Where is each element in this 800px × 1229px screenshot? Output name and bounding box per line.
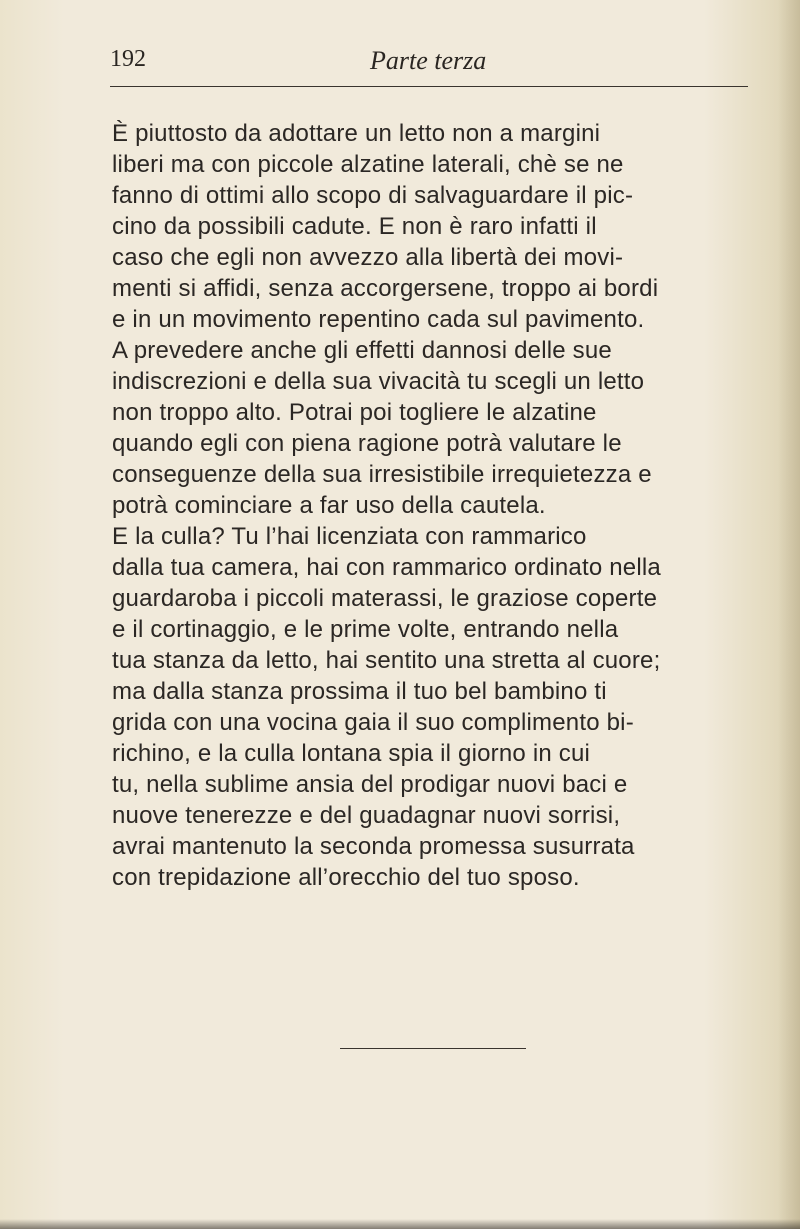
page-number: 192 <box>110 46 146 72</box>
text-line: potrà cominciare a far uso della cautela. <box>112 492 546 519</box>
section-end-rule <box>340 1048 526 1049</box>
text-line: quando egli con piena ragione potrà valutare le <box>112 430 622 457</box>
text-line: cino da possibili cadute. E non è raro infatti il <box>112 213 597 240</box>
text-line: tu, nella sublime ansia del prodigar nuovi baci e <box>112 771 628 798</box>
text-line: guardaroba i piccoli materassi, le graziose coperte <box>112 585 658 612</box>
text-line: E la culla? Tu l’hai licenziata con rammarico <box>112 523 587 550</box>
header-rule <box>110 86 748 87</box>
text-line: grida con una vocina gaia il suo complimento bi- <box>112 709 634 736</box>
text-line: È piuttosto da adottare un letto non a margini <box>112 120 601 147</box>
text-line: caso che egli non avvezzo alla libertà dei movi- <box>112 244 624 271</box>
text-line: menti si affidi, senza accorgersene, troppo ai bordi <box>112 275 659 302</box>
text-line: e in un movimento repentino cada sul pavimento. <box>112 306 645 333</box>
text-line: nuove tenerezze e del guadagnar nuovi sorrisi, <box>112 802 621 829</box>
page-bottom-shadow <box>0 1219 800 1229</box>
text-line: liberi ma con piccole alzatine laterali, chè se ne <box>112 151 624 178</box>
text-line: A prevedere anche gli effetti dannosi delle sue <box>112 337 612 364</box>
text-line: tua stanza da letto, hai sentito una stretta al cuore; <box>112 647 661 674</box>
text-line: con trepidazione all’orecchio del tuo sposo. <box>112 864 580 891</box>
text-line: ma dalla stanza prossima il tuo bel bambino ti <box>112 678 607 705</box>
text-line: avrai mantenuto la seconda promessa susurrata <box>112 833 635 860</box>
page-header <box>110 40 750 80</box>
running-title: Parte terza <box>370 46 487 75</box>
page-edge-shadow <box>778 0 800 1229</box>
text-line: conseguenze della sua irresistibile irrequietezza e <box>112 461 652 488</box>
text-line: dalla tua camera, hai con rammarico ordinato nella <box>112 554 661 581</box>
body-text <box>112 118 752 893</box>
text-line: e il cortinaggio, e le prime volte, entrando nella <box>112 616 619 643</box>
text-line: fanno di ottimi allo scopo di salvaguardare il pic- <box>112 182 634 209</box>
text-line: richino, e la culla lontana spia il giorno in cui <box>112 740 591 767</box>
text-line: non troppo alto. Potrai poi togliere le alzatine <box>112 399 597 426</box>
text-line: indiscrezioni e della sua vivacità tu scegli un letto <box>112 368 645 395</box>
